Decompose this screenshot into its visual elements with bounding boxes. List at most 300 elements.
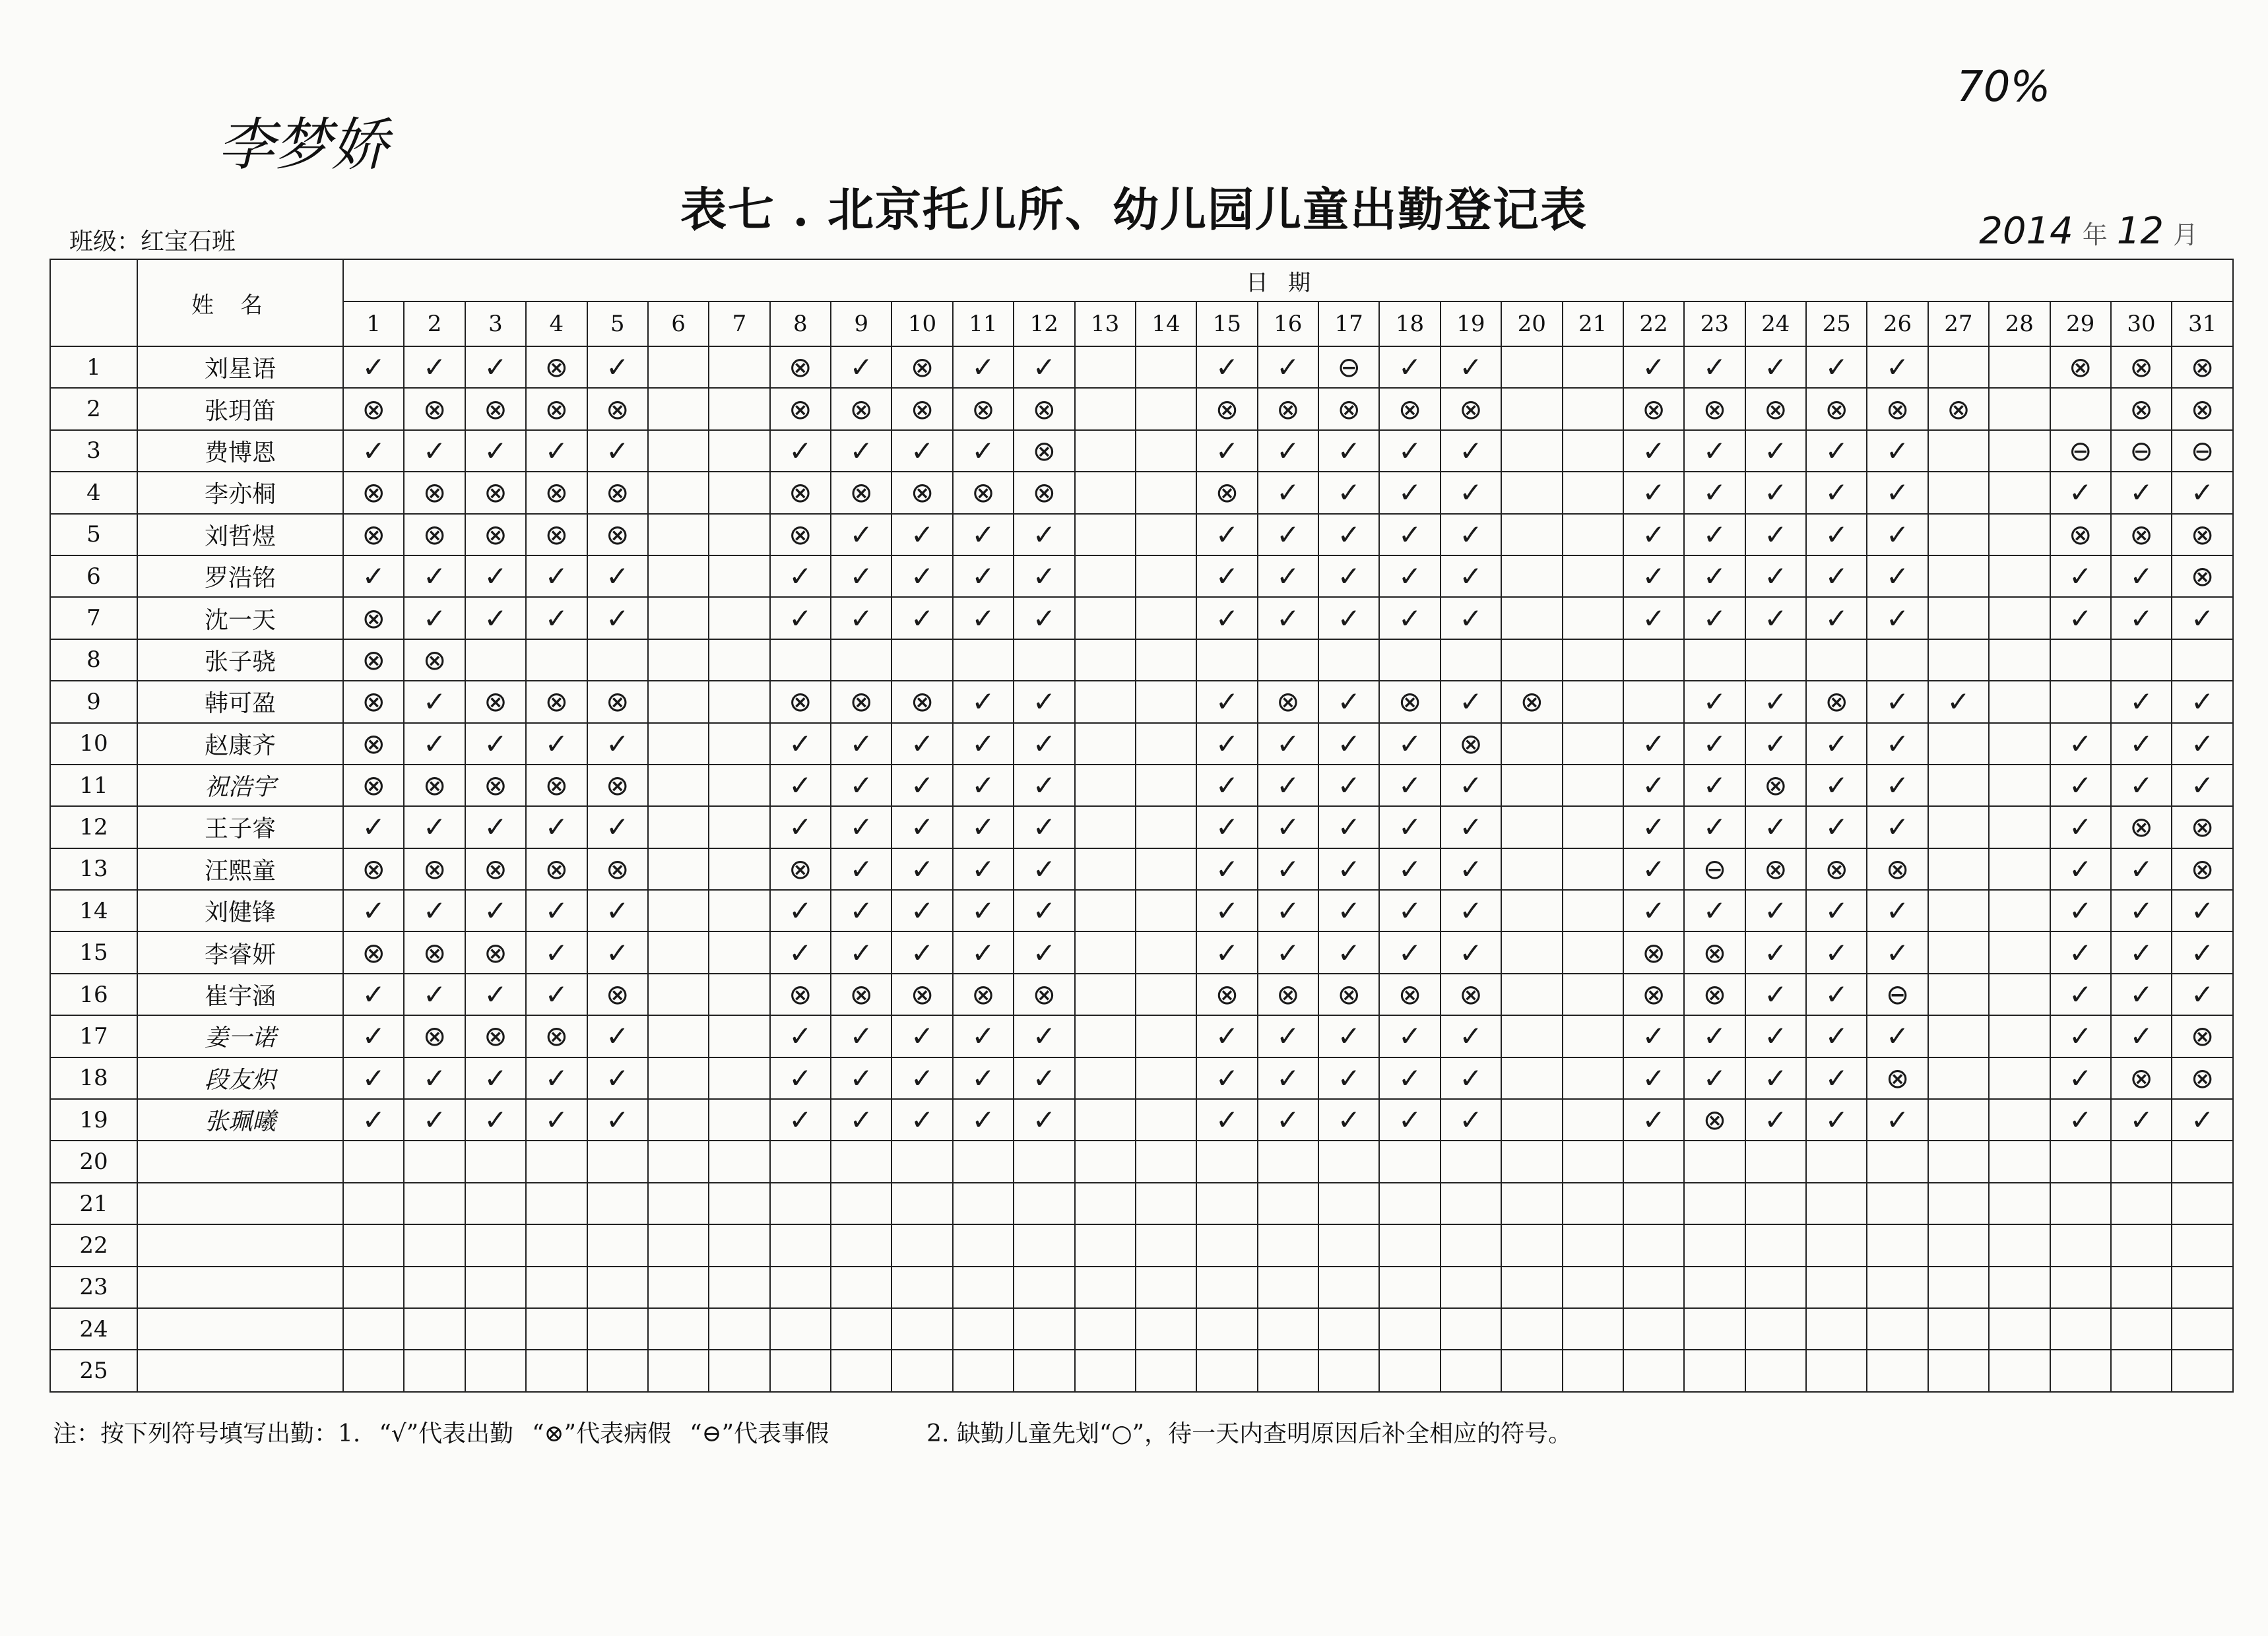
- empty-cell: [709, 1350, 769, 1391]
- attend-mark: ✓: [1379, 1015, 1440, 1057]
- attend-mark: ✓: [1684, 514, 1745, 555]
- attend-mark: ✓: [1258, 1015, 1318, 1057]
- attend-mark: ✓: [1623, 346, 1684, 388]
- empty-cell: [709, 931, 769, 973]
- sick-leave-mark: ⊗: [1441, 723, 1501, 765]
- attend-mark: ✓: [1441, 931, 1501, 973]
- attend-mark: ✓: [1014, 681, 1074, 722]
- personal-leave-mark: ⊖: [2050, 430, 2111, 472]
- attend-mark: ✓: [1745, 1057, 1806, 1099]
- empty-cell: [1989, 1099, 2050, 1141]
- attend-mark: ✓: [953, 890, 1014, 931]
- attend-mark: ✓: [526, 1099, 587, 1141]
- sick-leave-mark: ⊗: [404, 848, 465, 890]
- empty-cell: [1501, 1224, 1562, 1266]
- empty-cell: [1867, 639, 1928, 681]
- empty-cell: [1075, 1141, 1136, 1182]
- empty-cell: [1989, 388, 2050, 429]
- attend-mark: ✓: [1014, 1099, 1074, 1141]
- empty-cell: [1563, 1099, 1623, 1141]
- empty-cell: [709, 639, 769, 681]
- sick-leave-mark: ⊗: [1318, 974, 1379, 1015]
- attend-mark: ✓: [343, 1099, 404, 1141]
- attend-mark: ✓: [831, 931, 891, 973]
- attend-mark: ✓: [1014, 346, 1074, 388]
- row-number: 14: [50, 890, 137, 931]
- empty-cell: [1623, 681, 1684, 722]
- empty-cell: [1989, 765, 2050, 806]
- attend-mark: ✓: [404, 806, 465, 848]
- personal-leave-mark: ⊖: [1867, 974, 1928, 1015]
- empty-cell: [1379, 1224, 1440, 1266]
- child-name: 王子睿: [137, 806, 343, 848]
- attend-mark: ✓: [891, 890, 952, 931]
- empty-cell: [648, 1308, 709, 1350]
- sick-leave-mark: ⊗: [831, 681, 891, 722]
- child-name: [137, 1183, 343, 1224]
- empty-cell: [1928, 890, 1989, 931]
- sick-leave-mark: ⊗: [343, 931, 404, 973]
- attend-mark: ✓: [1196, 514, 1257, 555]
- empty-cell: [709, 765, 769, 806]
- attend-mark: ✓: [1867, 597, 1928, 639]
- empty-cell: [1136, 430, 1196, 472]
- empty-cell: [1136, 514, 1196, 555]
- attend-mark: ✓: [404, 1057, 465, 1099]
- child-name: 费博恩: [137, 430, 343, 472]
- empty-cell: [709, 1057, 769, 1099]
- sick-leave-mark: ⊗: [2050, 346, 2111, 388]
- empty-cell: [1501, 1183, 1562, 1224]
- empty-cell: [709, 681, 769, 722]
- personal-leave-mark: ⊖: [1318, 346, 1379, 388]
- attend-mark: ✓: [2050, 890, 2111, 931]
- day-header: 7: [709, 301, 769, 346]
- empty-cell: [1075, 597, 1136, 639]
- table-row: [50, 639, 2233, 681]
- table-row: [50, 848, 2233, 890]
- attend-mark: ✓: [891, 1057, 952, 1099]
- attend-mark: ✓: [1623, 555, 1684, 597]
- empty-cell: [343, 1183, 404, 1224]
- empty-cell: [1563, 1267, 1623, 1308]
- attend-mark: ✓: [1867, 890, 1928, 931]
- attend-mark: ✓: [1745, 931, 1806, 973]
- attend-mark: ✓: [1623, 1099, 1684, 1141]
- attend-mark: ✓: [1806, 514, 1867, 555]
- empty-cell: [1258, 1350, 1318, 1391]
- attend-mark: ✓: [2172, 723, 2233, 765]
- row-number: 5: [50, 514, 137, 555]
- table-row: [50, 1308, 2233, 1350]
- attend-mark: ✓: [1867, 931, 1928, 973]
- child-name: 张珮曦: [137, 1099, 343, 1141]
- personal-leave-mark: ⊖: [2172, 430, 2233, 472]
- empty-cell: [1441, 1267, 1501, 1308]
- table-row: [50, 890, 2233, 931]
- empty-cell: [1563, 931, 1623, 973]
- attend-mark: ✓: [587, 597, 648, 639]
- sick-leave-mark: ⊗: [343, 681, 404, 722]
- empty-cell: [1075, 1183, 1136, 1224]
- dates-header: 日期: [343, 259, 2233, 301]
- sick-leave-mark: ⊗: [1623, 931, 1684, 973]
- attend-mark: ✓: [1379, 472, 1440, 513]
- legend-note: 2. 缺勤儿童先划“○”，待一天内查明原因后补全相应的符号。: [926, 1420, 1572, 1447]
- empty-cell: [709, 848, 769, 890]
- empty-cell: [1075, 681, 1136, 722]
- empty-cell: [1928, 931, 1989, 973]
- sick-leave-mark: ⊗: [1258, 681, 1318, 722]
- empty-cell: [1136, 555, 1196, 597]
- sick-leave-mark: ⊗: [587, 681, 648, 722]
- empty-cell: [1623, 1308, 1684, 1350]
- sick-leave-mark: ⊗: [404, 472, 465, 513]
- day-header: 29: [2050, 301, 2111, 346]
- day-header: 19: [1441, 301, 1501, 346]
- attend-mark: ✓: [1196, 1015, 1257, 1057]
- empty-cell: [1806, 1224, 1867, 1266]
- row-number: 25: [50, 1350, 137, 1391]
- attend-mark: ✓: [1806, 472, 1867, 513]
- attend-mark: ✓: [1258, 931, 1318, 973]
- empty-cell: [404, 1267, 465, 1308]
- attend-mark: ✓: [465, 974, 526, 1015]
- attend-mark: ✓: [526, 974, 587, 1015]
- sick-leave-mark: ⊗: [343, 472, 404, 513]
- empty-cell: [1014, 1183, 1074, 1224]
- empty-cell: [1928, 806, 1989, 848]
- attend-mark: ✓: [1806, 723, 1867, 765]
- attend-mark: ✓: [1258, 1057, 1318, 1099]
- table-row: [50, 597, 2233, 639]
- attend-mark: ✓: [831, 597, 891, 639]
- attend-mark: ✓: [1684, 430, 1745, 472]
- attend-mark: ✓: [953, 346, 1014, 388]
- attend-mark: ✓: [1196, 346, 1257, 388]
- empty-cell: [1928, 1350, 1989, 1391]
- empty-cell: [1441, 1350, 1501, 1391]
- day-header: 8: [770, 301, 831, 346]
- empty-cell: [1928, 848, 1989, 890]
- empty-cell: [1989, 1224, 2050, 1266]
- empty-cell: [1318, 1183, 1379, 1224]
- attend-mark: ✓: [2050, 1057, 2111, 1099]
- day-header: 4: [526, 301, 587, 346]
- empty-cell: [465, 1308, 526, 1350]
- sick-leave-mark: ⊗: [2111, 514, 2172, 555]
- empty-cell: [1075, 1057, 1136, 1099]
- empty-cell: [891, 1183, 952, 1224]
- attend-mark: ✓: [831, 1099, 891, 1141]
- empty-cell: [1258, 1224, 1318, 1266]
- child-name: 崔宇涵: [137, 974, 343, 1015]
- empty-cell: [343, 1308, 404, 1350]
- attend-mark: ✓: [1379, 1057, 1440, 1099]
- sick-leave-mark: ⊗: [891, 681, 952, 722]
- empty-cell: [1318, 639, 1379, 681]
- empty-cell: [404, 1183, 465, 1224]
- attend-mark: ✓: [2050, 1099, 2111, 1141]
- empty-cell: [1806, 639, 1867, 681]
- empty-cell: [648, 1057, 709, 1099]
- sick-leave-mark: ⊗: [1806, 848, 1867, 890]
- attend-mark: ✓: [1867, 472, 1928, 513]
- empty-cell: [1989, 1350, 2050, 1391]
- table-row: [50, 1224, 2233, 1266]
- empty-cell: [526, 1183, 587, 1224]
- sick-leave-mark: ⊗: [770, 848, 831, 890]
- empty-cell: [526, 639, 587, 681]
- empty-cell: [1928, 430, 1989, 472]
- attend-mark: ✓: [953, 681, 1014, 722]
- empty-cell: [1441, 1141, 1501, 1182]
- row-number: 2: [50, 388, 137, 429]
- sick-leave-mark: ⊗: [2172, 1015, 2233, 1057]
- empty-cell: [1075, 430, 1136, 472]
- attend-mark: ✓: [2111, 890, 2172, 931]
- empty-cell: [2172, 1224, 2233, 1266]
- empty-cell: [1563, 1141, 1623, 1182]
- day-header: 27: [1928, 301, 1989, 346]
- attend-mark: ✓: [831, 806, 891, 848]
- attend-mark: ✓: [465, 806, 526, 848]
- empty-cell: [404, 1141, 465, 1182]
- sick-leave-mark: ⊗: [404, 388, 465, 429]
- attend-mark: ✓: [1258, 890, 1318, 931]
- sick-leave-mark: ⊗: [1441, 974, 1501, 1015]
- sick-leave-mark: ⊗: [465, 514, 526, 555]
- empty-cell: [648, 430, 709, 472]
- attend-mark: ✓: [770, 1057, 831, 1099]
- attend-mark: ✓: [465, 1057, 526, 1099]
- attend-mark: ✓: [1867, 1099, 1928, 1141]
- sick-leave-mark: ⊗: [2172, 1057, 2233, 1099]
- child-name: 沈一天: [137, 597, 343, 639]
- attend-mark: ✓: [1806, 974, 1867, 1015]
- attend-mark: ✓: [1318, 765, 1379, 806]
- attend-mark: ✓: [953, 806, 1014, 848]
- attend-mark: ✓: [2111, 1099, 2172, 1141]
- child-name: 汪熙童: [137, 848, 343, 890]
- attend-mark: ✓: [1318, 597, 1379, 639]
- sick-leave-mark: ⊗: [526, 765, 587, 806]
- attend-mark: ✓: [1867, 555, 1928, 597]
- empty-cell: [1196, 1141, 1257, 1182]
- attend-mark: ✓: [465, 430, 526, 472]
- attend-mark: ✓: [1745, 346, 1806, 388]
- empty-cell: [1867, 1350, 1928, 1391]
- row-number: 4: [50, 472, 137, 513]
- attend-mark: ✓: [2172, 472, 2233, 513]
- empty-cell: [1136, 765, 1196, 806]
- attend-mark: ✓: [770, 931, 831, 973]
- row-number: 15: [50, 931, 137, 973]
- attend-mark: ✓: [1684, 723, 1745, 765]
- empty-cell: [2050, 681, 2111, 722]
- empty-cell: [1867, 1224, 1928, 1266]
- table-row: [50, 388, 2233, 429]
- attend-mark: ✓: [1745, 430, 1806, 472]
- empty-cell: [1867, 1183, 1928, 1224]
- empty-cell: [465, 1350, 526, 1391]
- child-name: 段友炽: [137, 1057, 343, 1099]
- empty-cell: [1989, 346, 2050, 388]
- empty-cell: [1563, 765, 1623, 806]
- empty-cell: [1563, 388, 1623, 429]
- empty-cell: [343, 1267, 404, 1308]
- sick-leave-mark: ⊗: [1441, 388, 1501, 429]
- sick-leave-mark: ⊗: [465, 1015, 526, 1057]
- attendance-table: [49, 259, 2234, 1393]
- empty-cell: [1623, 1141, 1684, 1182]
- day-header: 20: [1501, 301, 1562, 346]
- attend-mark: ✓: [1806, 931, 1867, 973]
- empty-cell: [1563, 681, 1623, 722]
- empty-cell: [1014, 1350, 1074, 1391]
- personal-leave-mark: ⊖: [1684, 848, 1745, 890]
- empty-cell: [2050, 1267, 2111, 1308]
- empty-cell: [1014, 639, 1074, 681]
- attend-mark: ✓: [953, 1015, 1014, 1057]
- empty-cell: [1075, 1099, 1136, 1141]
- empty-cell: [709, 346, 769, 388]
- attend-mark: ✓: [465, 890, 526, 931]
- attend-mark: ✓: [770, 1015, 831, 1057]
- empty-cell: [1563, 514, 1623, 555]
- sick-leave-mark: ⊗: [2111, 346, 2172, 388]
- empty-cell: [1989, 472, 2050, 513]
- sick-leave-mark: ⊗: [1196, 974, 1257, 1015]
- attend-mark: ✓: [2111, 974, 2172, 1015]
- table-row: [50, 931, 2233, 973]
- table-row: [50, 1183, 2233, 1224]
- attend-mark: ✓: [1867, 723, 1928, 765]
- empty-cell: [1684, 1267, 1745, 1308]
- empty-cell: [1928, 1057, 1989, 1099]
- empty-cell: [648, 514, 709, 555]
- attend-mark: ✓: [1258, 514, 1318, 555]
- empty-cell: [770, 1224, 831, 1266]
- attend-mark: ✓: [891, 430, 952, 472]
- attend-mark: ✓: [587, 806, 648, 848]
- empty-cell: [1501, 639, 1562, 681]
- empty-cell: [1563, 890, 1623, 931]
- attend-mark: ✓: [1441, 597, 1501, 639]
- sick-leave-mark: ⊗: [1014, 472, 1074, 513]
- sick-leave-mark: ⊗: [831, 472, 891, 513]
- empty-cell: [1928, 974, 1989, 1015]
- attend-mark: ✓: [1806, 1099, 1867, 1141]
- empty-cell: [1196, 1267, 1257, 1308]
- attend-mark: ✓: [526, 806, 587, 848]
- empty-cell: [1136, 597, 1196, 639]
- attend-mark: ✓: [1745, 555, 1806, 597]
- empty-cell: [1501, 514, 1562, 555]
- attend-mark: ✓: [1379, 346, 1440, 388]
- empty-cell: [648, 346, 709, 388]
- attend-mark: ✓: [526, 430, 587, 472]
- day-header: 13: [1075, 301, 1136, 346]
- attend-mark: ✓: [2050, 806, 2111, 848]
- empty-cell: [1563, 597, 1623, 639]
- empty-cell: [770, 639, 831, 681]
- table-row: [50, 723, 2233, 765]
- attend-mark: ✓: [526, 890, 587, 931]
- attend-mark: ✓: [343, 1015, 404, 1057]
- sick-leave-mark: ⊗: [2111, 388, 2172, 429]
- empty-cell: [1136, 1057, 1196, 1099]
- sick-leave-mark: ⊗: [1623, 974, 1684, 1015]
- empty-cell: [1684, 1350, 1745, 1391]
- attend-mark: ✓: [1745, 1015, 1806, 1057]
- empty-cell: [1989, 890, 2050, 931]
- day-header-row: [50, 301, 2233, 346]
- table-row: [50, 555, 2233, 597]
- name-header: 姓名: [137, 259, 343, 346]
- empty-cell: [587, 1183, 648, 1224]
- empty-cell: [1136, 1141, 1196, 1182]
- empty-cell: [526, 1224, 587, 1266]
- empty-cell: [1075, 1015, 1136, 1057]
- child-name: 张玥笛: [137, 388, 343, 429]
- empty-cell: [1136, 1099, 1196, 1141]
- attend-mark: ✓: [1623, 597, 1684, 639]
- empty-cell: [1075, 931, 1136, 973]
- attend-mark: ✓: [526, 555, 587, 597]
- empty-cell: [953, 1224, 1014, 1266]
- empty-cell: [709, 555, 769, 597]
- row-number: 23: [50, 1267, 137, 1308]
- empty-cell: [648, 931, 709, 973]
- empty-cell: [1136, 1224, 1196, 1266]
- sick-leave-mark: ⊗: [343, 388, 404, 429]
- attend-mark: ✓: [770, 765, 831, 806]
- attend-mark: ✓: [891, 848, 952, 890]
- attend-mark: ✓: [831, 555, 891, 597]
- attend-mark: ✓: [1684, 346, 1745, 388]
- empty-cell: [1441, 1183, 1501, 1224]
- empty-cell: [1563, 723, 1623, 765]
- attend-mark: ✓: [770, 723, 831, 765]
- empty-cell: [1928, 555, 1989, 597]
- attend-mark: ✓: [770, 890, 831, 931]
- empty-cell: [1684, 1141, 1745, 1182]
- empty-cell: [1928, 1267, 1989, 1308]
- sick-leave-mark: ⊗: [587, 514, 648, 555]
- empty-cell: [1563, 974, 1623, 1015]
- attend-mark: ✓: [2172, 890, 2233, 931]
- attend-mark: ✓: [1867, 346, 1928, 388]
- attend-mark: ✓: [1379, 597, 1440, 639]
- sick-leave-mark: ⊗: [1379, 974, 1440, 1015]
- child-name: [137, 1350, 343, 1391]
- legend-sick: “⊗”代表病假: [532, 1420, 672, 1447]
- attend-mark: ✓: [1258, 555, 1318, 597]
- empty-cell: [526, 1141, 587, 1182]
- attend-mark: ✓: [404, 974, 465, 1015]
- empty-cell: [2050, 1224, 2111, 1266]
- attend-mark: ✓: [343, 430, 404, 472]
- attend-mark: ✓: [1014, 806, 1074, 848]
- empty-cell: [1989, 1057, 2050, 1099]
- sick-leave-mark: ⊗: [1745, 388, 1806, 429]
- empty-cell: [1501, 1099, 1562, 1141]
- empty-cell: [1136, 848, 1196, 890]
- empty-cell: [1563, 848, 1623, 890]
- empty-cell: [1379, 1350, 1440, 1391]
- attend-mark: ✓: [587, 555, 648, 597]
